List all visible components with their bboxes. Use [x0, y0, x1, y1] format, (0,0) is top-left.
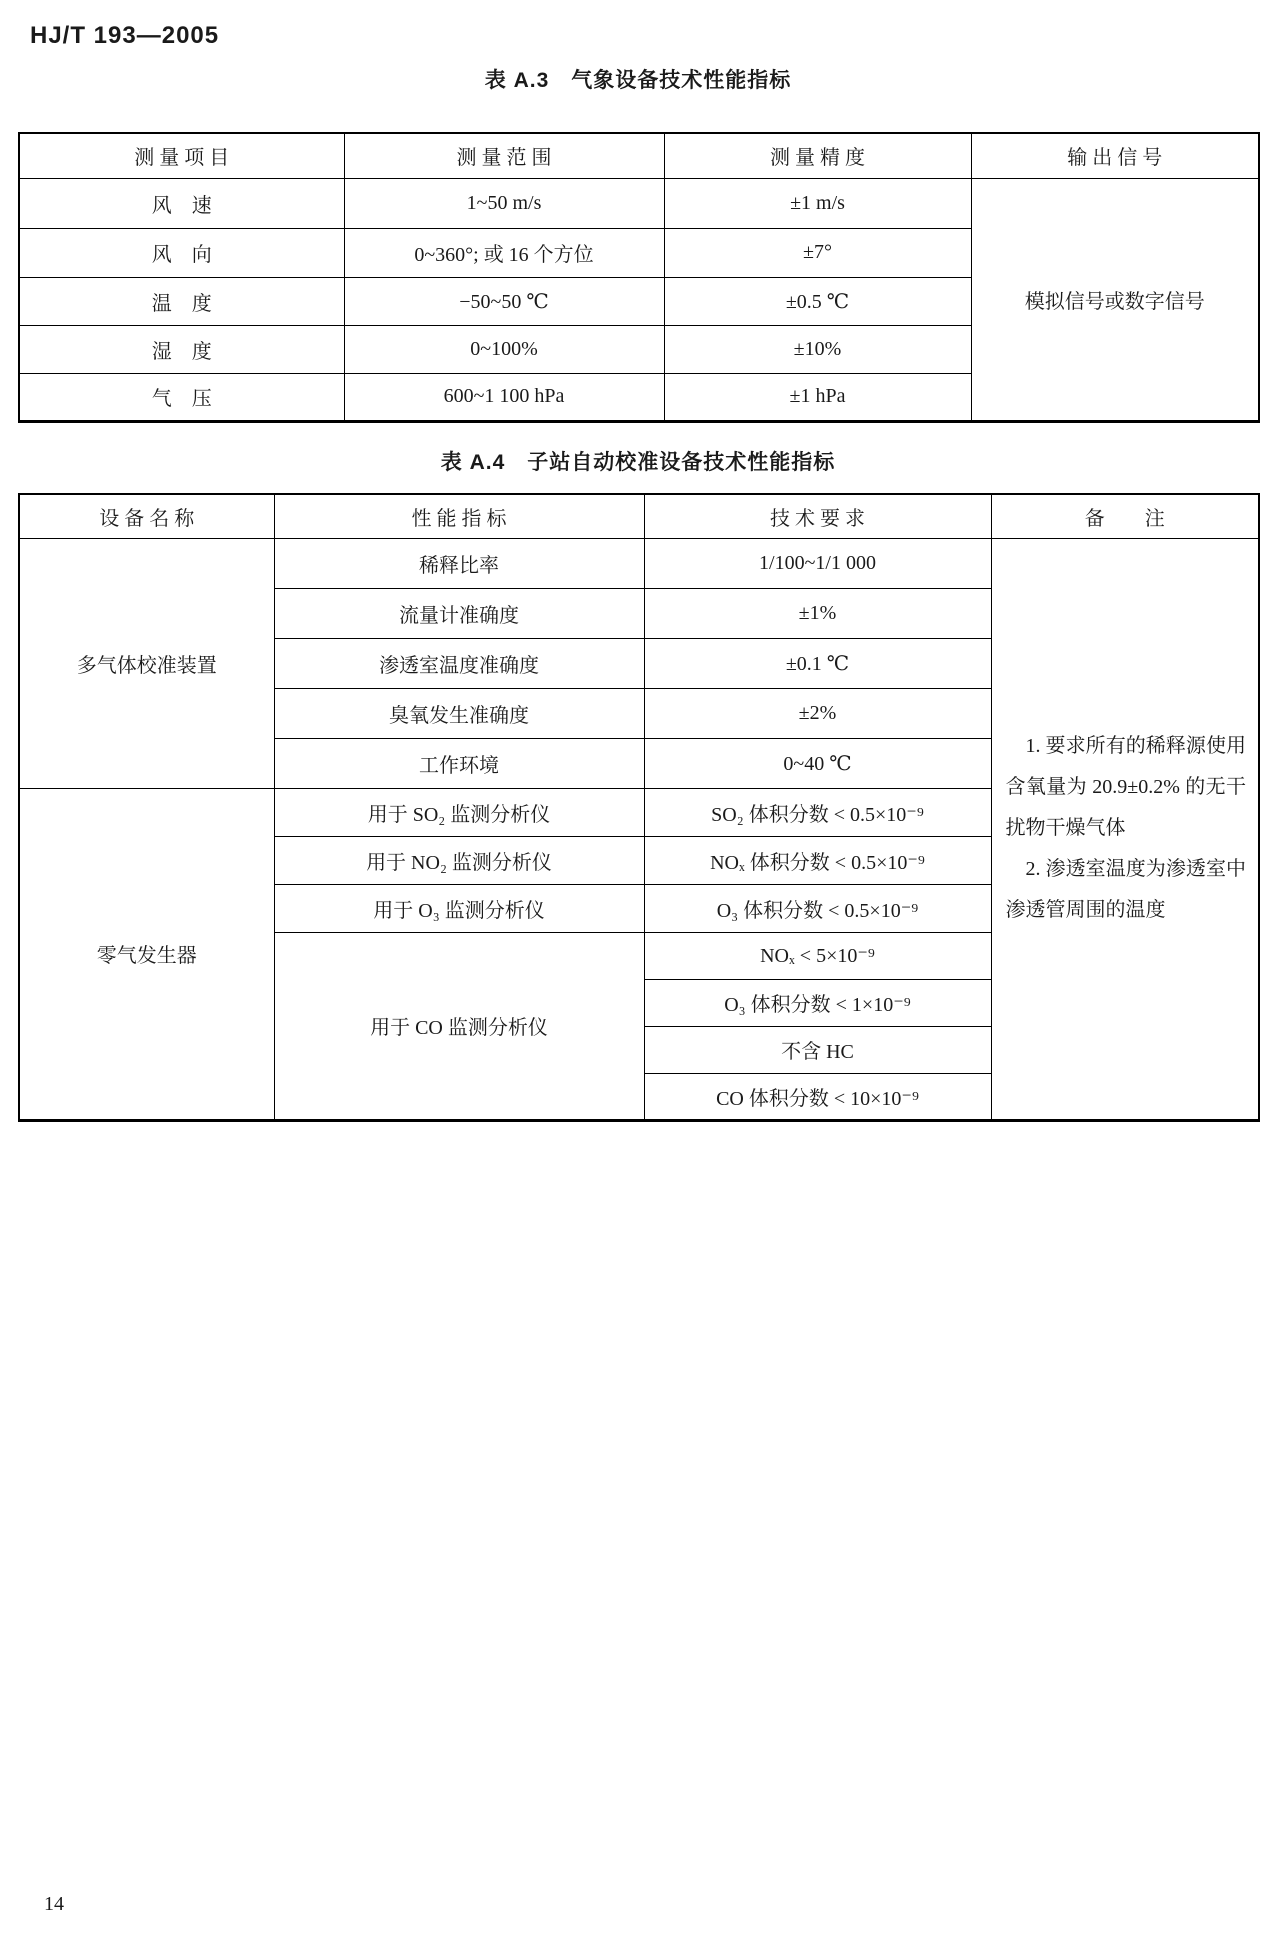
header-measure-accuracy: 测 量 精 度	[664, 133, 971, 178]
cell-requirement: ±0.1 ℃	[644, 638, 991, 688]
header-remark: 备 注	[991, 494, 1259, 538]
remark-note-1: 1. 要求所有的稀释源使用含氧量为 20.9±0.2% 的无干扰物干燥气体	[1005, 735, 1246, 839]
table-a3-header-row	[19, 133, 1259, 178]
cell-item: 风 向	[19, 228, 344, 277]
header-output-signal: 输 出 信 号	[971, 133, 1259, 178]
table-a3	[18, 132, 1260, 423]
table-row	[19, 178, 1259, 228]
header-device-name: 设 备 名 称	[19, 494, 274, 538]
cell-range: −50~50 ℃	[344, 277, 664, 325]
header-measure-item: 测 量 项 目	[19, 133, 344, 178]
cell-item: 温 度	[19, 277, 344, 325]
cell-requirement: NOₓ < 5×10⁻⁹	[644, 932, 991, 979]
cell-indicator: 臭氧发生准确度	[274, 688, 644, 738]
cell-accuracy: ±1 hPa	[664, 373, 971, 421]
cell-item: 风 速	[19, 178, 344, 228]
header-measure-range: 测 量 范 围	[344, 133, 664, 178]
table-a4-header-row	[19, 494, 1259, 538]
cell-output-signal: 模拟信号或数字信号	[971, 178, 1259, 421]
cell-requirement: 0~40 ℃	[644, 738, 991, 788]
cell-requirement: 1/100~1/1 000	[644, 538, 991, 588]
cell-requirement: ±2%	[644, 688, 991, 738]
table-a4	[18, 493, 1260, 1122]
cell-device-name: 多气体校准装置	[19, 538, 274, 788]
header-technical-requirement: 技 术 要 求	[644, 494, 991, 538]
cell-requirement: NOₓ 体积分数 < 0.5×10⁻⁹	[644, 836, 991, 884]
cell-item: 气 压	[19, 373, 344, 421]
remark-note-2: 2. 渗透室温度为渗透室中渗透管周围的温度	[1005, 858, 1246, 921]
cell-indicator: 用于 SO₂ 监测分析仪	[274, 788, 644, 836]
doc-code: HJ/T 193—2005	[30, 22, 220, 49]
cell-accuracy: ±1 m/s	[664, 178, 971, 228]
cell-item: 湿 度	[19, 325, 344, 373]
cell-remark	[991, 538, 1259, 1120]
header-performance-indicator: 性 能 指 标	[274, 494, 644, 538]
cell-indicator: 稀释比率	[274, 538, 644, 588]
page-number: 14	[44, 1893, 64, 1915]
cell-accuracy: ±7°	[664, 228, 971, 277]
cell-requirement: O₃ 体积分数 < 1×10⁻⁹	[644, 979, 991, 1026]
cell-range: 1~50 m/s	[344, 178, 664, 228]
cell-range: 0~360°; 或 16 个方位	[344, 228, 664, 277]
cell-indicator: 用于 O₃ 监测分析仪	[274, 884, 644, 932]
cell-indicator: 渗透室温度准确度	[274, 638, 644, 688]
table-a3-title: 表 A.3 气象设备技术性能指标	[484, 69, 792, 92]
cell-indicator-co: 用于 CO 监测分析仪	[274, 932, 644, 1120]
cell-range: 0~100%	[344, 325, 664, 373]
cell-requirement: CO 体积分数 < 10×10⁻⁹	[644, 1073, 991, 1120]
cell-accuracy: ±10%	[664, 325, 971, 373]
cell-indicator: 工作环境	[274, 738, 644, 788]
table-a4-title: 表 A.4 子站自动校准设备技术性能指标	[440, 451, 836, 474]
cell-requirement: 不含 HC	[644, 1026, 991, 1073]
cell-indicator: 流量计准确度	[274, 588, 644, 638]
cell-requirement: ±1%	[644, 588, 991, 638]
cell-requirement: SO₂ 体积分数 < 0.5×10⁻⁹	[644, 788, 991, 836]
cell-indicator: 用于 NO₂ 监测分析仪	[274, 836, 644, 884]
cell-range: 600~1 100 hPa	[344, 373, 664, 421]
cell-accuracy: ±0.5 ℃	[664, 277, 971, 325]
cell-device-name: 零气发生器	[19, 788, 274, 1120]
cell-requirement: O₃ 体积分数 < 0.5×10⁻⁹	[644, 884, 991, 932]
table-row	[19, 538, 1259, 588]
